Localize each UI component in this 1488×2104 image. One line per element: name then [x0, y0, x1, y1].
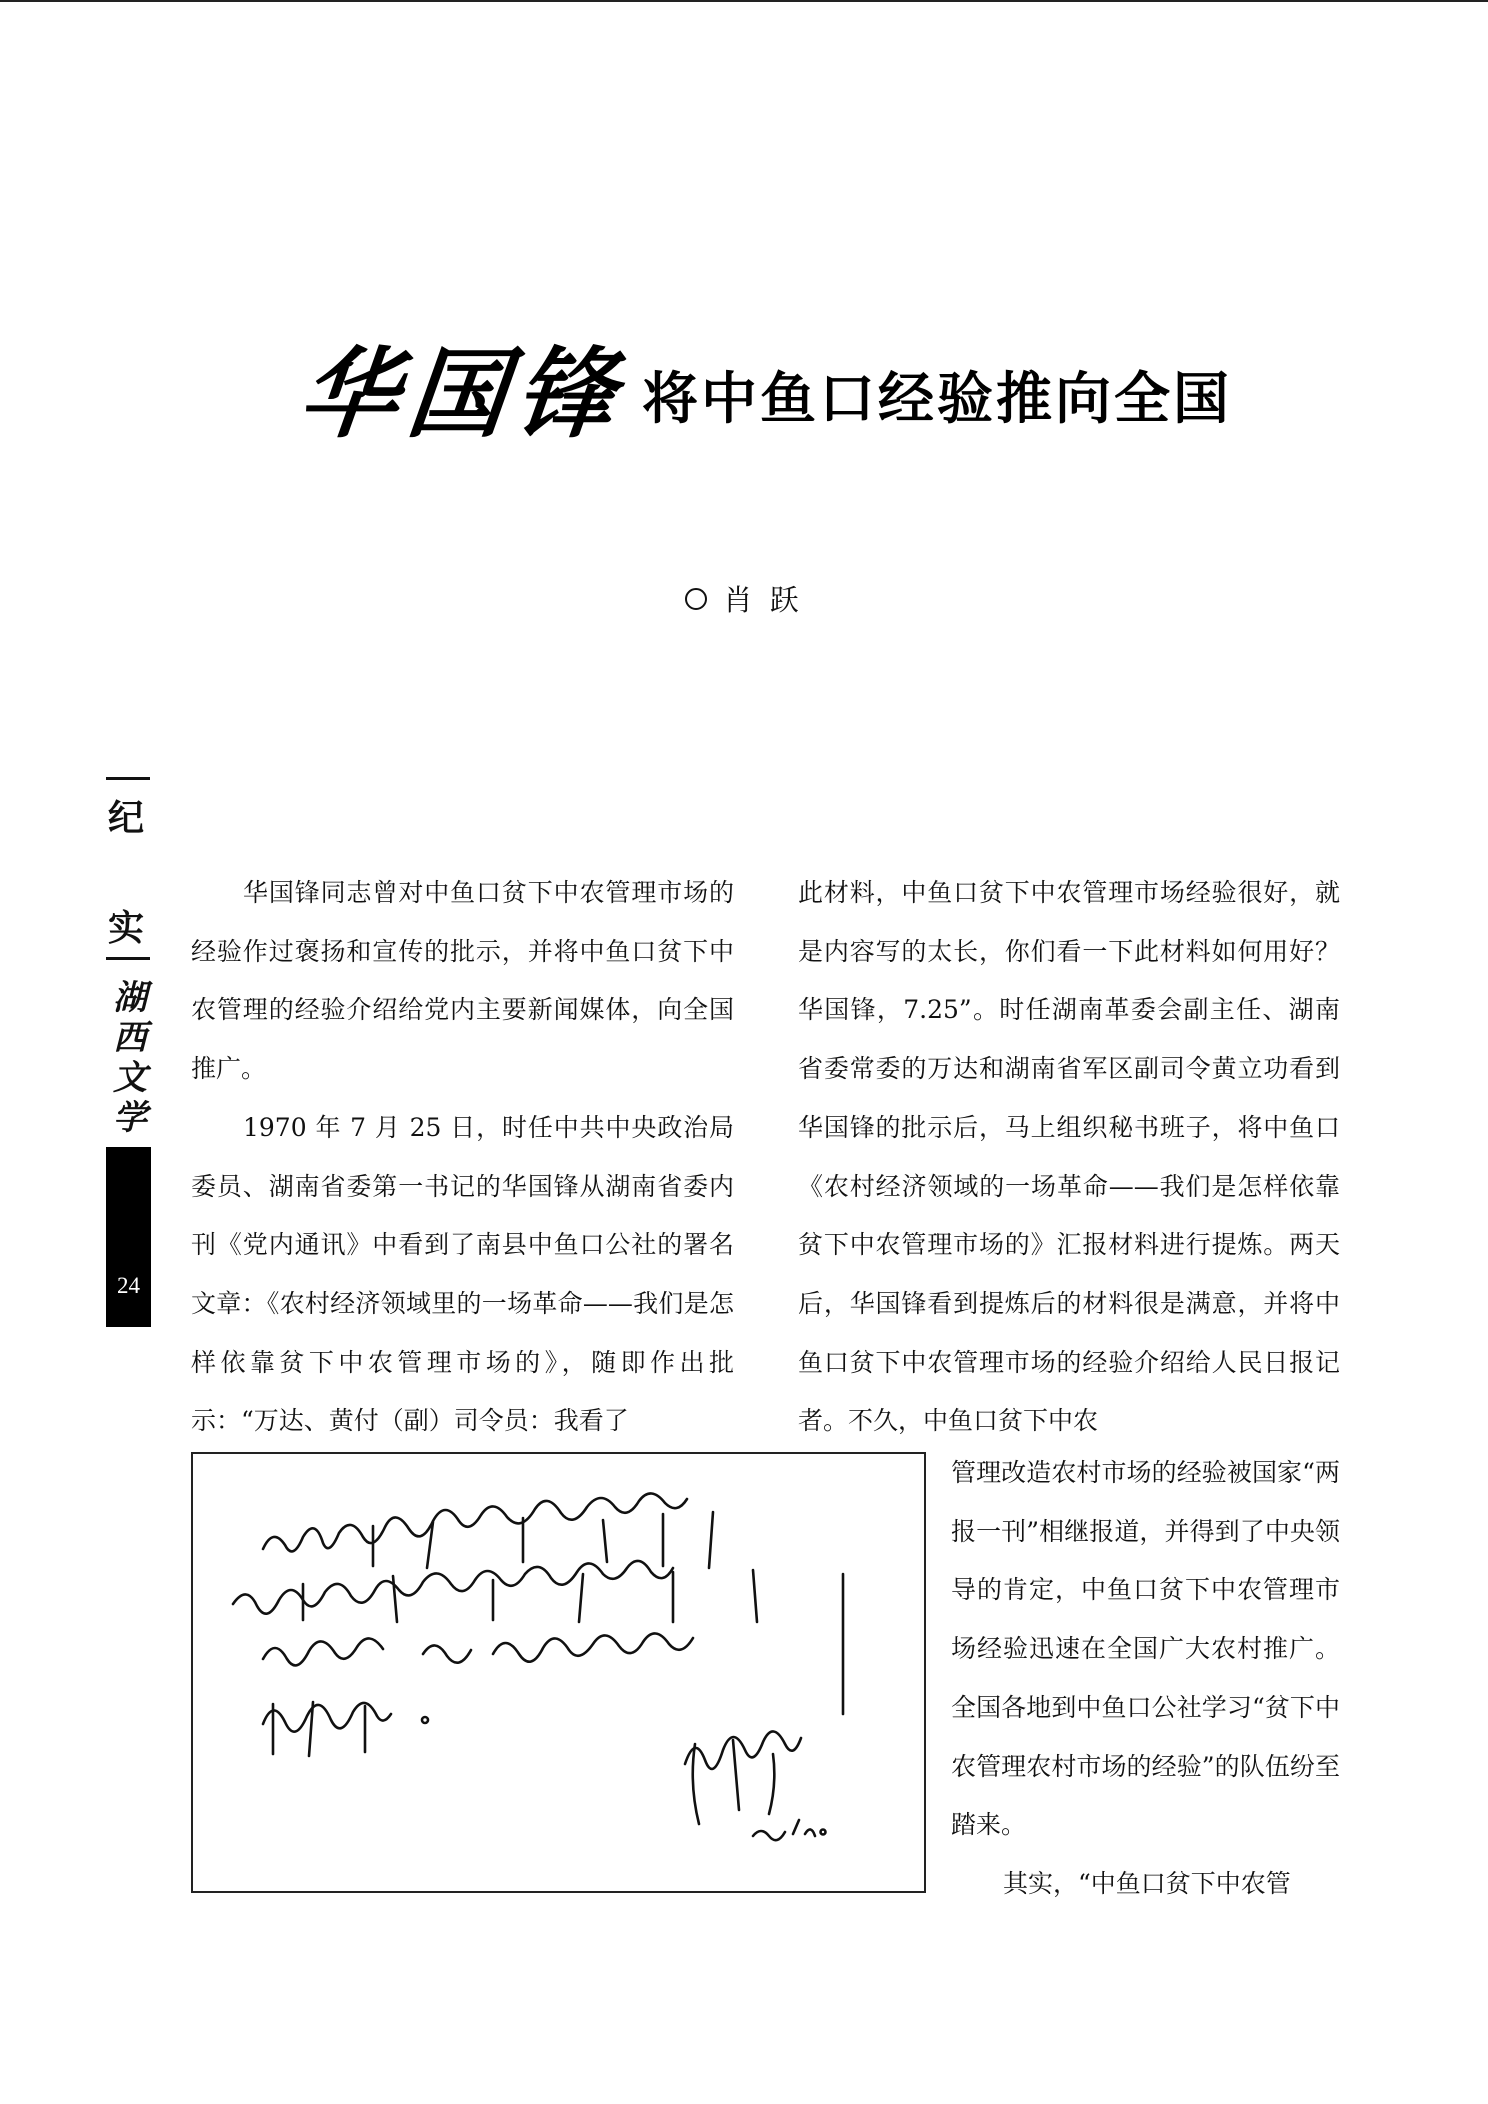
body-column-left	[191, 864, 734, 1451]
page-number-block	[106, 1147, 151, 1327]
section-label-shi: 实	[108, 908, 145, 949]
handwritten-instruction-facsimile	[191, 1452, 926, 1893]
journal-brand	[110, 978, 150, 1138]
paragraph: 华国锋同志曾对中鱼口贫下中农管理市场的经验作过褒扬和宣传的批示，并将中鱼口贫下中农管理的经验介绍给党内主要新闻媒体，向全国推广。	[191, 878, 734, 1084]
journal-brand-char: 湖	[113, 978, 147, 1018]
journal-brand-char: 文	[113, 1058, 147, 1098]
paragraph: 此材料，中鱼口贫下中农管理市场经验很好，就是内容写的太长，你们看一下此材料如何用好？华国锋，7.25”。时任湖南革委会副主任、湖南省委常委的万达和湖南省军区副司令黄立功看到华国锋的批示后，马上组织秘书班子，将中鱼口《农村经济领域的一场革命——我们是怎样依靠贫下中农管理市场的》汇报材料进行提炼。两天后，华国锋看到提炼后的材料很是满意，并将中鱼口贫下中农管理市场的经验介绍给人民日报记者。不久，中鱼口贫下中农	[798, 878, 1340, 1436]
page-number: 24	[117, 1273, 140, 1298]
body-column-right-lower	[951, 1444, 1340, 1914]
journal-brand-char: 西	[113, 1018, 147, 1058]
article-title	[294, 330, 1250, 460]
section-label-ji: 纪	[108, 798, 145, 839]
top-rule	[0, 0, 1488, 2]
section-rule-top	[106, 777, 150, 780]
author-name: 肖 跃	[723, 583, 803, 617]
journal-brand-char: 学	[113, 1098, 147, 1138]
body-column-right	[798, 864, 1340, 1451]
paragraph: 1970 年 7 月 25 日，时任中共中央政治局委员、湖南省委第一书记的华国锋从湖南省委内刊《党内通讯》中看到了南县中鱼口公社的署名文章：《农村经济领域里的一场革命——我们是怎样依靠贫下中农管理市场的》，随即作出批示：“万达、黄付（副）司令员：我看了	[191, 1112, 734, 1436]
section-rule-bottom	[106, 957, 150, 960]
title-calligraphy-name: 华国锋	[294, 337, 631, 452]
author-line	[0, 578, 1488, 619]
paragraph: 其实，“中鱼口贫下中农管	[1003, 1868, 1291, 1898]
title-text: 将中鱼口经验推向全国	[642, 367, 1233, 432]
circle-icon	[685, 588, 707, 610]
handwriting-image	[193, 1454, 924, 1891]
paragraph: 管理改造农村市场的经验被国家“两报一刊”相继报道，并得到了中央领导的肯定，中鱼口贫下中农管理市场经验迅速在全国广大农村推广。全国各地到中鱼口公社学习“贫下中农管理农村市场的经验”的队伍纷至踏来。	[951, 1458, 1340, 1840]
